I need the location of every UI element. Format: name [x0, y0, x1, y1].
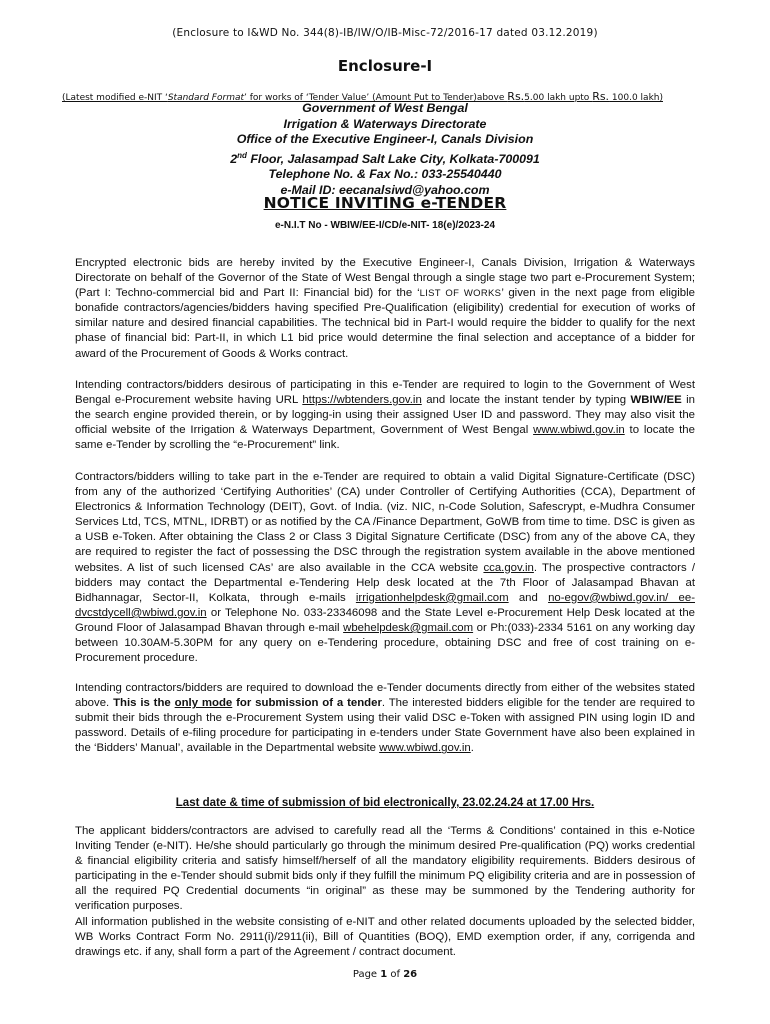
office-address: [0, 148, 770, 168]
paragraph-smallcaps: LIST OF WORKS: [419, 288, 502, 300]
only-mode-underlined: only mode: [174, 697, 233, 710]
last-date-text: Last date & time of submission of bid electronically, 23.02.24.24 at 17.00 Hrs.: [175, 797, 595, 809]
paragraph-text: Encrypted electronic bids are hereby invited by the Executive Engineer-I, Canals Division, Irrigation & Waterways Directorate on behalf of the Governor of the State of West Bengal through a single stage two part e-Procurement System; (Part I: Techno-commercial bid and Part II: Financial bid) for the ‘: [75, 257, 695, 300]
search-keyword: WBIW/EE: [630, 394, 682, 407]
wbtenders-link[interactable]: https://wbtenders.gov.in: [302, 394, 422, 407]
address-floor: 2: [230, 151, 238, 166]
wbiwd-link[interactable]: www.wbiwd.gov.in: [533, 424, 625, 437]
modified-note-italic: Standard Format: [167, 93, 245, 103]
office-phone: Telephone No. & Fax No.: 033-25540440: [268, 167, 502, 182]
cca-link[interactable]: cca.gov.in: [483, 561, 534, 574]
only-mode-text: for submission of a tender: [232, 697, 382, 710]
modified-note-currency: Rs.: [507, 90, 525, 103]
enclosure-title: Enclosure-I: [337, 57, 433, 75]
address-text: Floor, Jalasampad Salt Lake City, Kolkata-700091: [246, 151, 540, 166]
paragraph-text: Intending contractors/bidders desirous of participating in this e-Tender are required to login to the Government of West Bengal e-Procurement website having URL: [75, 379, 695, 407]
paragraph-text: or Telephone No. 033-23346098 and the State Level e-Procurement Help Desk located at the Ground Floor of Jalasampad Bhavan through e-mail: [75, 606, 695, 634]
modified-note-currency: Rs.: [592, 90, 610, 103]
footer-text: Page: [352, 969, 381, 980]
government-name: Government of West Bengal: [302, 101, 468, 115]
wbiwd-link[interactable]: www.wbiwd.gov.in: [379, 742, 471, 755]
last-date-notice: [0, 797, 770, 809]
paragraph-text: and locate the instant tender by typing: [421, 394, 631, 407]
paragraph-terms: The applicant bidders/contractors are advised to carefully read all the ‘Terms & Conditions’ contained in this e-Notice Inviting Tender (e-NIT). He/she should particularly go through the minimum desired Pre-qualification (PQ) works credential & financial eligibility criteria and satisfy himself/herself of all the mandatory eligibility requirements. Bidders desirous of participating in the e-Tender should submit bids only if they fulfill the minimum PQ eligibility criteria and are in possession of all the required PQ Credential documents “in original” as these may be summoned by the Tendering authority for verification purposes.: [75, 825, 695, 913]
paragraph-text: or Ph:(033)-2334 5161 on any working day between 10.30AM-5.30PM for any query on e-Tendering procedure, obtaining DSC and free of cost training on e-Procurement procedure.: [75, 621, 696, 665]
paragraph-text: .: [470, 742, 474, 755]
paragraph-dsc: [75, 470, 695, 666]
only-mode-text: This is the: [113, 697, 175, 710]
address-superscript: nd: [237, 150, 247, 160]
enclosure-reference: (Enclosure to I&WD No. 344(8)-IB/IW/O/IB-Misc-72/2016-17 dated 03.12.2019): [172, 27, 598, 39]
paragraph-text: . The prospective contractors / bidders may contact the Departmental e-Tendering Help desk located at the 7th Floor of Jalasampad Bhavan at Bidhannagar, Sector-II, Kolkata, through e-mails: [75, 561, 695, 604]
current-page-number: 1: [380, 969, 388, 980]
modified-note-text: 100.0 lakh): [609, 93, 663, 103]
paragraph-login: [75, 378, 695, 453]
office-header: [0, 101, 770, 198]
helpdesk-email-link[interactable]: irrigationhelpdesk@gmail.com: [355, 591, 509, 604]
nit-number: e-N.I.T No - WBIW/EE-I/CD/e-NIT- 18(e)/2023-24: [274, 220, 496, 231]
office-name: Office of the Executive Engineer-I, Canals Division: [236, 132, 534, 146]
paragraph-text: ’ given in the next page from eligible bonafide contractors/agencies/bidders having specified Pre-Qualification (eligibility) credential for execution of works of similar nature and desired financial capabilities. The technical bid in Part-I would require the bidder to qualify for the next phase of financial bid: Part-II, in which L1 bid price would determine the final selection and acceptance of a bidder for award of the Procurement of Goods & Works contract.: [75, 287, 695, 360]
footer-text: of: [387, 969, 404, 980]
wbehelpdesk-email-link[interactable]: wbehelpdesk@gmail.com: [343, 621, 474, 634]
paragraph-text: . The interested bidders eligible for the tender are required to submit their bids through the e-Procurement System using their valid DSC e-Token with assigned PIN using login ID and password. Details of e-filing procedure for participating in e-tenders under State Government have also been explained in the ‘Bidders’ Manual’, available in the Departmental website: [75, 697, 696, 755]
paragraph-intro: [75, 256, 695, 362]
office-email: e-Mail ID: eecanalsiwd@yahoo.com: [280, 182, 490, 197]
page-footer: [0, 969, 770, 980]
paragraph-text: and: [508, 591, 549, 604]
modified-note-text: ’ for works of ‘Tender Value’ (Amount Put to Tender)above: [244, 93, 508, 103]
paragraph-text: to locate the same e-Tender by scrolling the “e-Procurement” link.: [75, 424, 695, 452]
paragraph-agreement: All information published in the website consisting of e-NIT and other related documents uploaded by the selected bidder, WB Works Contract Form No. 2911(i)/2911(ii), Bill of Quantities (BOQ), EMD exemption order, if any, corrigenda and drawings etc. if any, shall form a part of the Agreement / contract document.: [75, 916, 695, 959]
total-pages: 26: [403, 969, 418, 980]
paragraph-download: [75, 681, 695, 756]
notice-title: NOTICE INVITING e-TENDER: [263, 194, 507, 212]
department-name: Irrigation & Waterways Directorate: [283, 116, 487, 131]
paragraph-text: in the search engine provided therein, or by logging-in using their assigned User ID and password. They may also visit the official website of the Irrigation & Waterways Department, Government of West Bengal: [75, 394, 695, 437]
modified-note-text: 5.00 lakh upto: [524, 93, 593, 103]
only-mode-statement: [113, 697, 382, 709]
paragraph-text: Contractors/bidders willing to take part in the e-Tender are required to obtain a valid Digital Signature-Certificate (DSC) from any of the authorized ‘Certifying Authorities’ (CA) under Controller of Certifying Authorities (CCA), Department of Electronics & Information Technology (DEIT), Govt. of India. (viz. NIC, n-Code Solution, Safescrypt, e-Mudhra Consumer Services Ltd, TCS, MTNL, IDRBT) or as notified by the CA /Finance Department, GoWB from time to time. DSC is given as a USB e-Token. After obtaining the Class 2 or Class 3 Digital Signature Certificate (DSC) from any of the above CA, they are required to register the fact of possessing the DSC through the registration system available in the above mentioned websites. A list of such licensed CAs’ are also available in the CCA website: [75, 471, 695, 574]
paragraph-text: Intending contractors/bidders are required to download the e-Tender documents directly from either of the websites stated above.: [75, 682, 695, 710]
modified-note-text: (Latest modified e-NIT ‘: [62, 93, 168, 103]
egov-email-link[interactable]: no-egov@wbiwd.gov.in/ ee-dvcstdycell@wbiwd.gov.in: [75, 591, 695, 619]
